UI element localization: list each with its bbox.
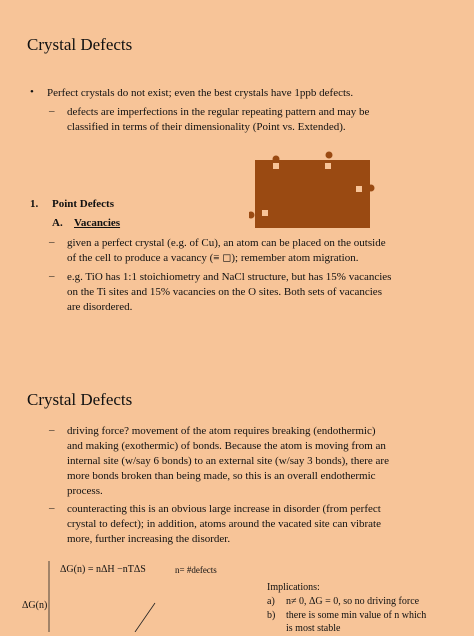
sub3-line1: e.g. TiO has 1:1 stoichiometry and NaCl structure, but has 15% vacancies	[67, 271, 392, 283]
dash-marker: –	[49, 105, 55, 117]
vacancy-square-1	[273, 163, 279, 169]
p2-line3: more, further increasing the disorder.	[67, 533, 231, 545]
crystal-vacancy-diagram	[249, 150, 379, 230]
sub2-line2: of the cell to produce a vacancy (≡ ◻); remember atom migration.	[67, 252, 359, 264]
slide-2-title: Crystal Defects	[27, 390, 133, 409]
equation-text: ΔG(n) = nΔH −nTΔS	[60, 564, 146, 575]
bullet-main-text: Perfect crystals do not exist; even the best crystals have 1ppb defects.	[47, 87, 354, 99]
vacancy-square-3	[356, 186, 362, 192]
dash-marker: –	[49, 270, 55, 282]
p1-line3: internal site (w/say 6 bonds) to an external site (w/say 3 bonds), there are	[67, 455, 389, 467]
sub1-line1: defects are imperfections in the regular repeating pattern and may be	[67, 106, 370, 118]
vacancy-square-2	[325, 163, 331, 169]
implications-title: Implications:	[267, 582, 320, 593]
implication-b-line2: is most stable	[286, 623, 341, 634]
subsection-letter: A.	[52, 217, 63, 229]
dash-marker: –	[49, 424, 55, 436]
slide-1-title: Crystal Defects	[27, 35, 133, 54]
atom-top-left	[273, 156, 280, 163]
dash-marker: –	[49, 502, 55, 514]
sub3-line3: are disordered.	[67, 301, 133, 313]
implication-a: n≠ 0, ΔG = 0, so no driving force	[286, 596, 420, 607]
atom-bottom-left	[249, 212, 255, 219]
n-definition: n= #defects	[175, 565, 217, 575]
slide-2	[0, 370, 474, 632]
graph-curve	[135, 603, 155, 632]
sub3-line2: on the Ti sites and 15% vacancies on the O sites. Both sets of vacancies	[67, 286, 382, 298]
atom-right	[368, 185, 375, 192]
bullet-dot: •	[30, 86, 34, 98]
vacancy-square-4	[262, 210, 268, 216]
p1-line5: process.	[67, 485, 103, 497]
p1-line4: more bonds broken than being made, so this is an overall endothermic	[67, 470, 376, 482]
atom-top-right	[326, 152, 333, 159]
dash-marker: –	[49, 236, 55, 248]
implication-a-letter: a)	[267, 596, 275, 607]
sub2-line1: given a perfect crystal (e.g. of Cu), an atom can be placed on the outside	[67, 237, 386, 249]
p2-line1: counteracting this is an obvious large increase in disorder (from perfect	[67, 503, 381, 515]
p2-line2: crystal to defect); in addition, atoms around the vacated site can vibrate	[67, 518, 381, 530]
sub1-line2: classified in terms of their dimensionality (Point vs. Extended).	[67, 121, 346, 133]
subsection-title: Vacancies	[74, 217, 121, 229]
section-title: Point Defects	[52, 198, 115, 210]
p1-line2: and making (exothermic) of bonds. Because the atom is moving from an	[67, 440, 386, 452]
implication-b-line1: there is some min value of n which	[286, 610, 427, 621]
implication-b-letter: b)	[267, 610, 276, 621]
section-number: 1.	[30, 198, 39, 210]
graph-y-label: ΔG(n)	[22, 600, 48, 611]
crystal-lattice-block	[255, 160, 370, 228]
p1-line1: driving force? movement of the atom requires breaking (endothermic)	[67, 425, 376, 437]
